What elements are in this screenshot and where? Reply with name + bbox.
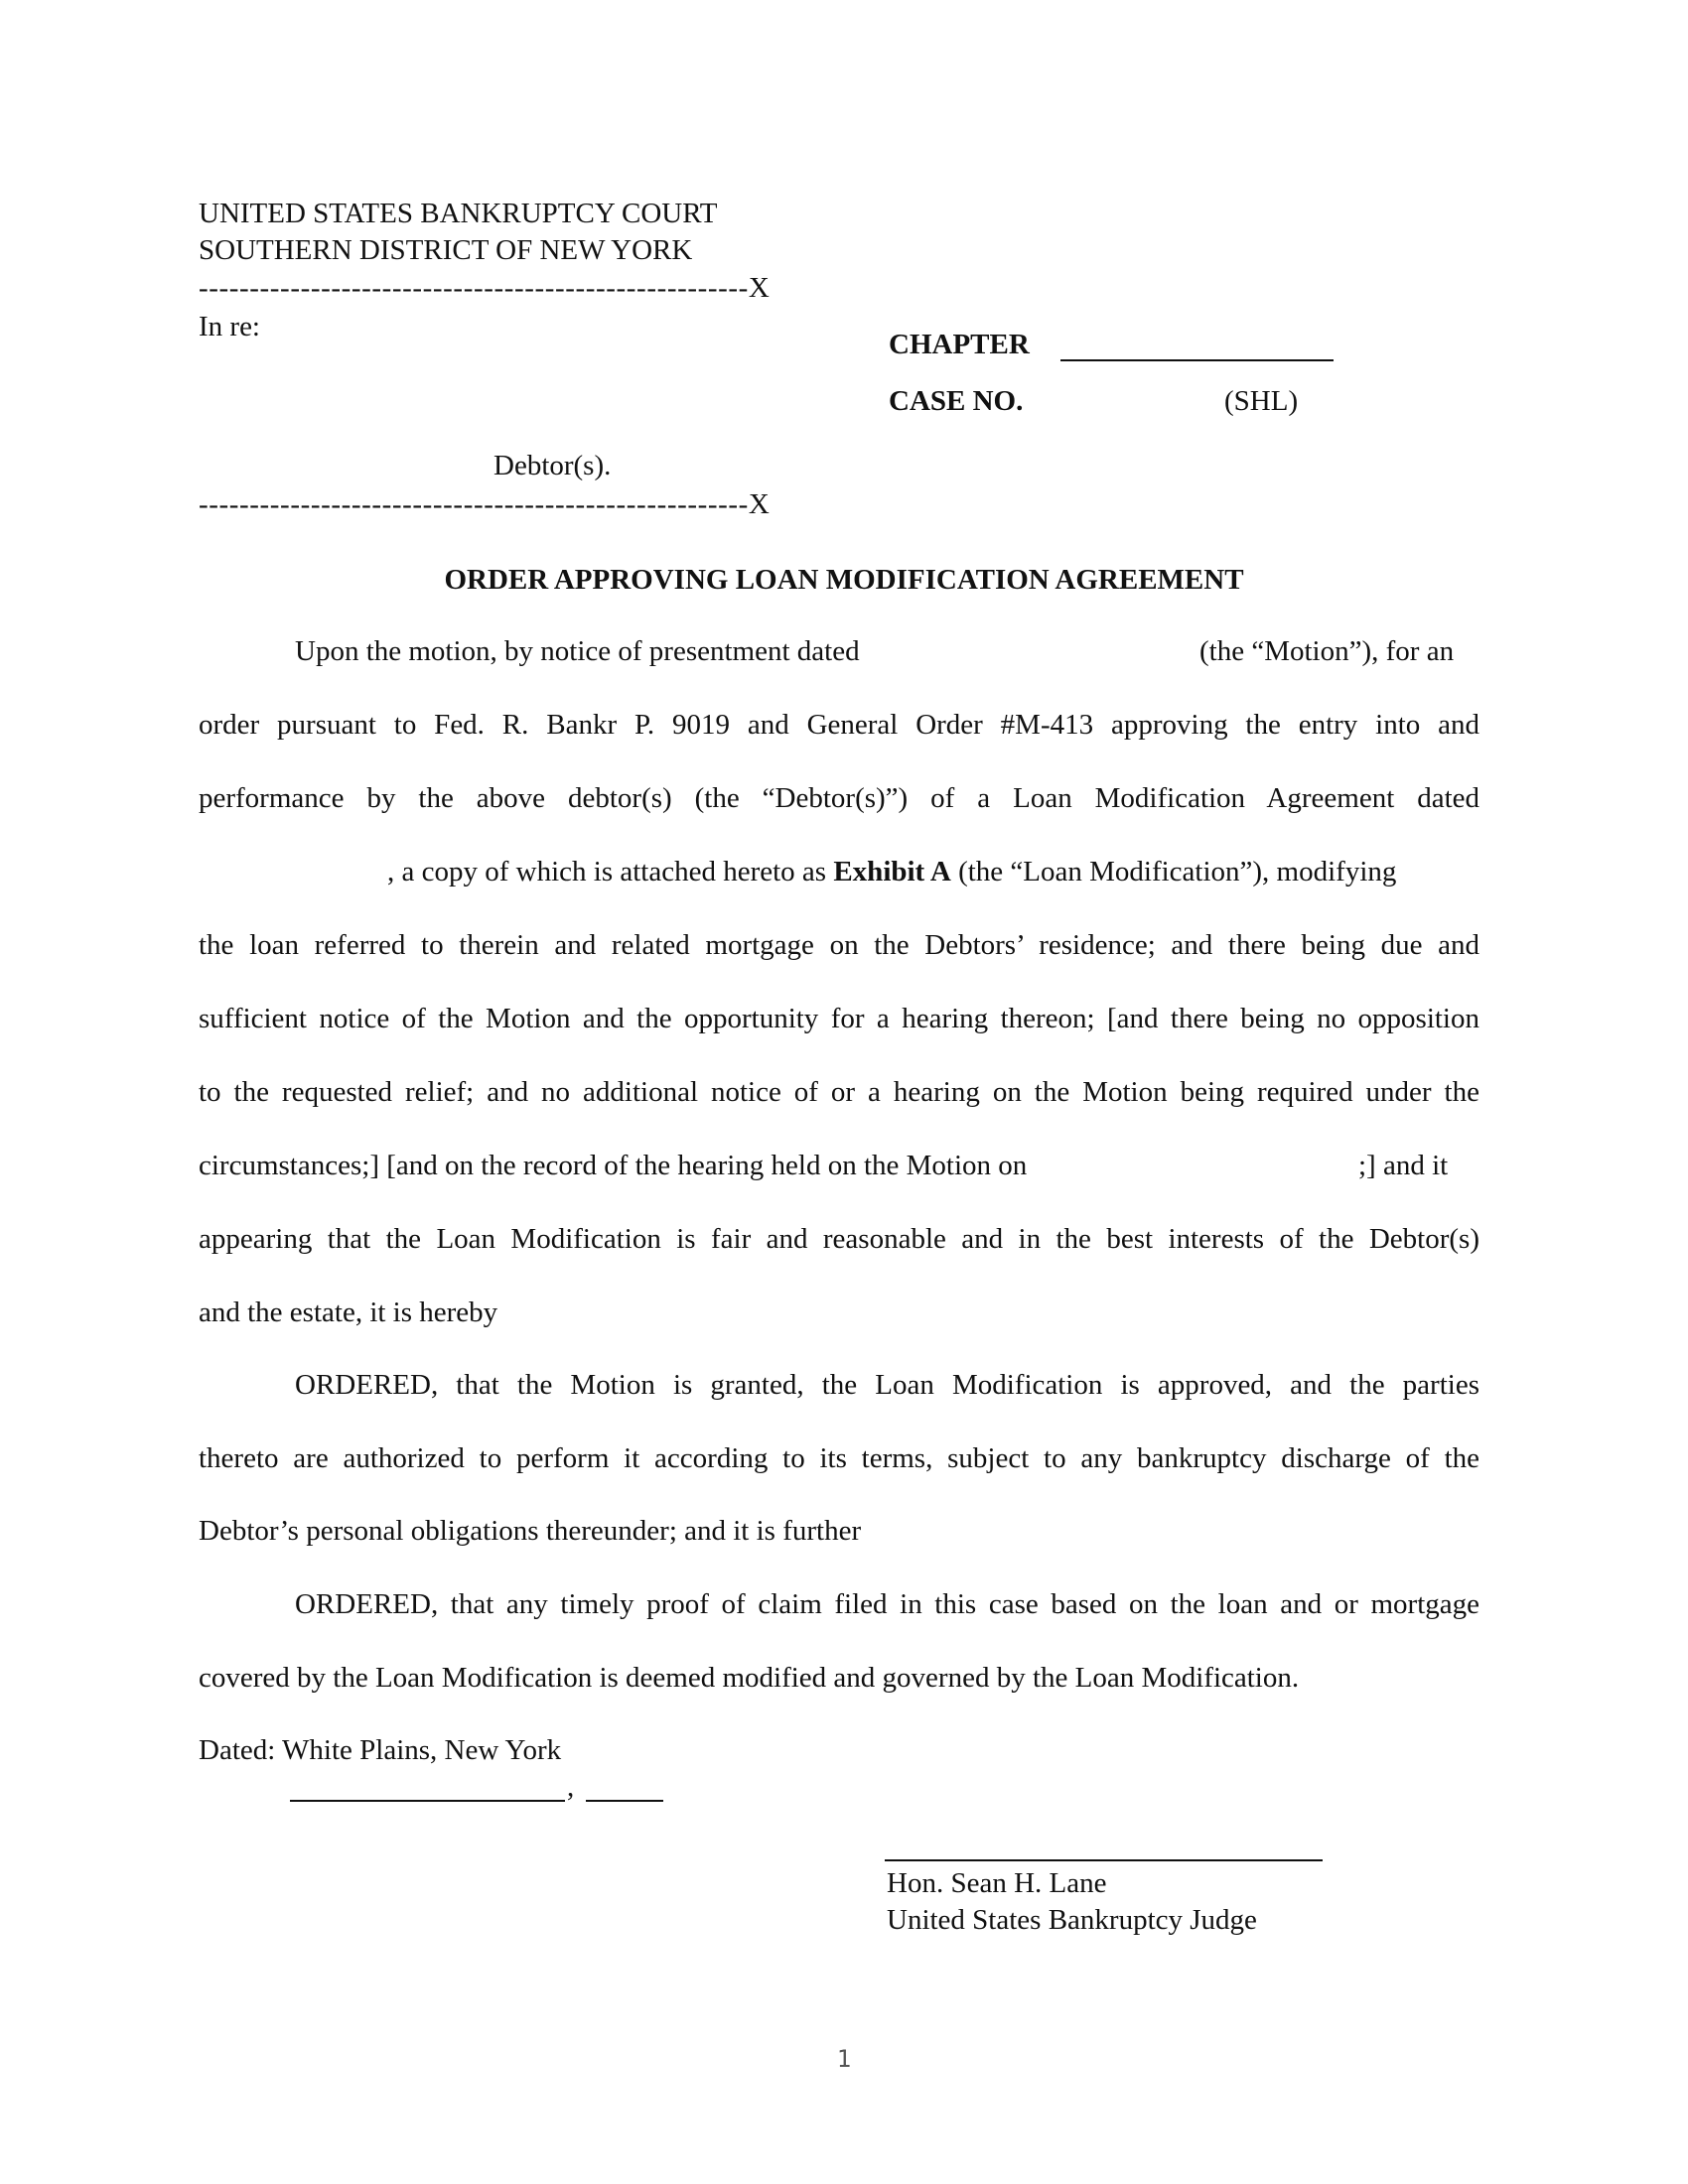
para1-line3: performance by the above debtor(s) (the “Debtor(s)”) of a Loan Modification Agreement dated [199,782,1479,814]
para2-line2: thereto are authorized to perform it according to its terms, subject to any bankruptcy discharge of the [199,1442,1479,1474]
order-title: ORDER APPROVING LOAN MODIFICATION AGREEMENT [444,564,1244,596]
debtor-label: Debtor(s). [493,450,612,481]
in-re-label: In re: [199,311,260,342]
exhibit-a-reference: Exhibit A [833,856,951,887]
date-comma: , [567,1771,575,1803]
para1-line8-start: circumstances;] [and on the record of the hearing held on the Motion on [199,1150,1028,1181]
signature-line [885,1859,1323,1861]
para1-line7: to the requested relief; and no additional notice of or a hearing on the Motion being required under the [199,1076,1479,1108]
para1-line4-text: , a copy of which is attached hereto as [387,856,827,887]
para1-line4 [387,854,1396,889]
para1-line8-end: ;] and it [1358,1150,1449,1181]
para1-line6: sufficient notice of the Motion and the opportunity for a hearing thereon; [and there being no opposition [199,1003,1479,1034]
para1-line5: the loan referred to therein and related mortgage on the Debtors’ residence; and there being due and [199,929,1479,961]
para2-line1: ORDERED, that the Motion is granted, the Loan Modification is approved, and the parties [295,1369,1479,1401]
judge-initials: (SHL) [1224,385,1299,417]
court-name: UNITED STATES BANKRUPTCY COURT [199,198,718,229]
year-blank-line [586,1800,663,1802]
para1-line1-start: Upon the motion, by notice of presentment dated [295,635,860,667]
judge-name: Hon. Sean H. Lane [887,1867,1107,1899]
para1-line4-text-end: (the “Loan Modification”), modifying [958,856,1397,887]
court-district: SOUTHERN DISTRICT OF NEW YORK [199,234,693,266]
para1-line9: appearing that the Loan Modification is fair and reasonable and in the best interests of the Debtor(s) [199,1223,1479,1255]
caption-separator-top: ------------------------------------------------------X [199,272,771,304]
caption-separator-bottom: ------------------------------------------------------X [199,488,771,520]
dated-location: Dated: White Plains, New York [199,1734,562,1766]
para1-line2: order pursuant to Fed. R. Bankr P. 9019 and General Order #M-413 approving the entry into and [199,709,1479,741]
para3-line2: covered by the Loan Modification is deemed modified and governed by the Loan Modification. [199,1662,1300,1694]
page-number: 1 [836,2045,852,2073]
chapter-label: CHAPTER [889,329,1030,360]
judge-title: United States Bankruptcy Judge [887,1904,1257,1936]
date-blank-line [290,1800,565,1802]
para2-line3: Debtor’s personal obligations thereunder; and it is further [199,1515,862,1547]
para1-line10: and the estate, it is hereby [199,1297,498,1328]
chapter-blank-line [1060,359,1334,361]
para1-line1-end: (the “Motion”), for an [1199,635,1455,667]
para3-line1: ORDERED, that any timely proof of claim filed in this case based on the loan and or mortgage [295,1588,1479,1620]
case-no-label: CASE NO. [889,385,1024,417]
